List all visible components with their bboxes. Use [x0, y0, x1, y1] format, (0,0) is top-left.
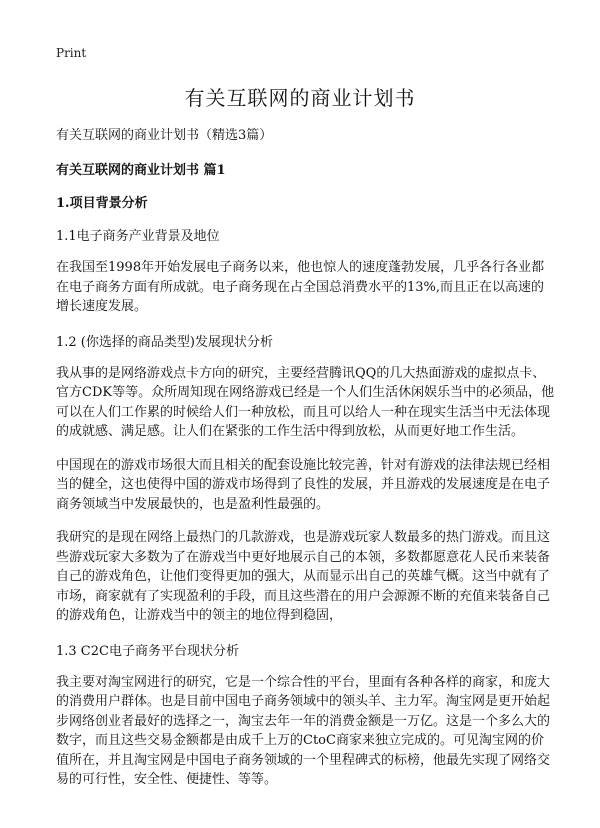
paragraph-1-1: 在我国至1998年开始发展电子商务以来，他也惊人的速度蓬勃发展，几乎各行各业都在电子商务方面有所成就。电子商务现在占全国总消费水平的13%,而且正在以高速的增长速度发展。: [56, 260, 545, 314]
article-heading: 有关互联网的商业计划书 篇1: [56, 163, 226, 178]
paragraph-1-2-b: 中国现在的游戏市场很大而且相关的配套设施比较完善，针对有游戏的法律法规已经相当的健全，这也使得中国的游戏市场得到了良性的发展，并且游戏的发展速度是在电子商务领域当中发展最快的，也是盈利性最强的。: [56, 457, 551, 512]
paragraph-1-2-a: 我从事的是网络游戏点卡方向的研究，主要经营腾讯QQ的几大热面游戏的虚拟点卡、官方CDK等等。众所周知现在网络游戏已经是一个人们生活休闲娱乐当中的必须品，他可以在人们工作累的时候给人们一种放松，而且可以给人一种在现实生活当中无法体现的成就感、满足感。让人们在紧张的工作生活中得到放松，从而更好地工作生活。: [56, 365, 555, 439]
document-title: 有关互联网的商业计划书: [184, 86, 416, 110]
document-subtitle: 有关互联网的商业计划书（精选3篇）: [56, 128, 273, 143]
paragraph-1-3: 我主要对淘宝网进行的研究，它是一个综合性的平台，里面有各种各样的商家，和庞大的消费用户群体。也是目前中国电子商务领域中的领头羊、主力军。淘宝网是更开始起步网络创业者最好的选择之一，淘宝去年一年的消费金额是一万亿。这是一个多么大的数字，而且这些交易金额都是由成千上万的CtoC商家来独立完成的。可见淘宝网的价值所在，并且淘宝网是中国电子商务领域的一个里程碑式的标榜，他最先实现了网络交易的可行性，安全性、便捷性、等等。: [56, 674, 551, 787]
subsection-heading-1-2: 1.2 (你选择的商品类型)发展现状分析: [56, 334, 273, 350]
subsection-heading-1-3: 1.3 C2C电子商务平台现状分析: [56, 643, 239, 659]
paragraph-1-2-c: 我研究的是现在网络上最热门的几款游戏，也是游戏玩家人数最多的热门游戏。而且这些游戏玩家大多数为了在游戏当中更好地展示自己的本领，多数都愿意花人民币来装备自己的游戏角色，让他们变得更加的强大，从而显示出自己的英雄气概。这当中就有了市场，商家就有了实现盈利的手段，而且这些潜在的用户会源源不断的充值来装备自己的游戏角色，让游戏当中的领主的地位得到稳固，: [56, 530, 551, 623]
print-label: Print: [56, 46, 87, 60]
subsection-heading-1-1: 1.1电子商务产业背景及地位: [56, 229, 220, 244]
section-heading-1: 1.项目背景分析: [56, 196, 148, 211]
document-body: [56, 124, 556, 804]
